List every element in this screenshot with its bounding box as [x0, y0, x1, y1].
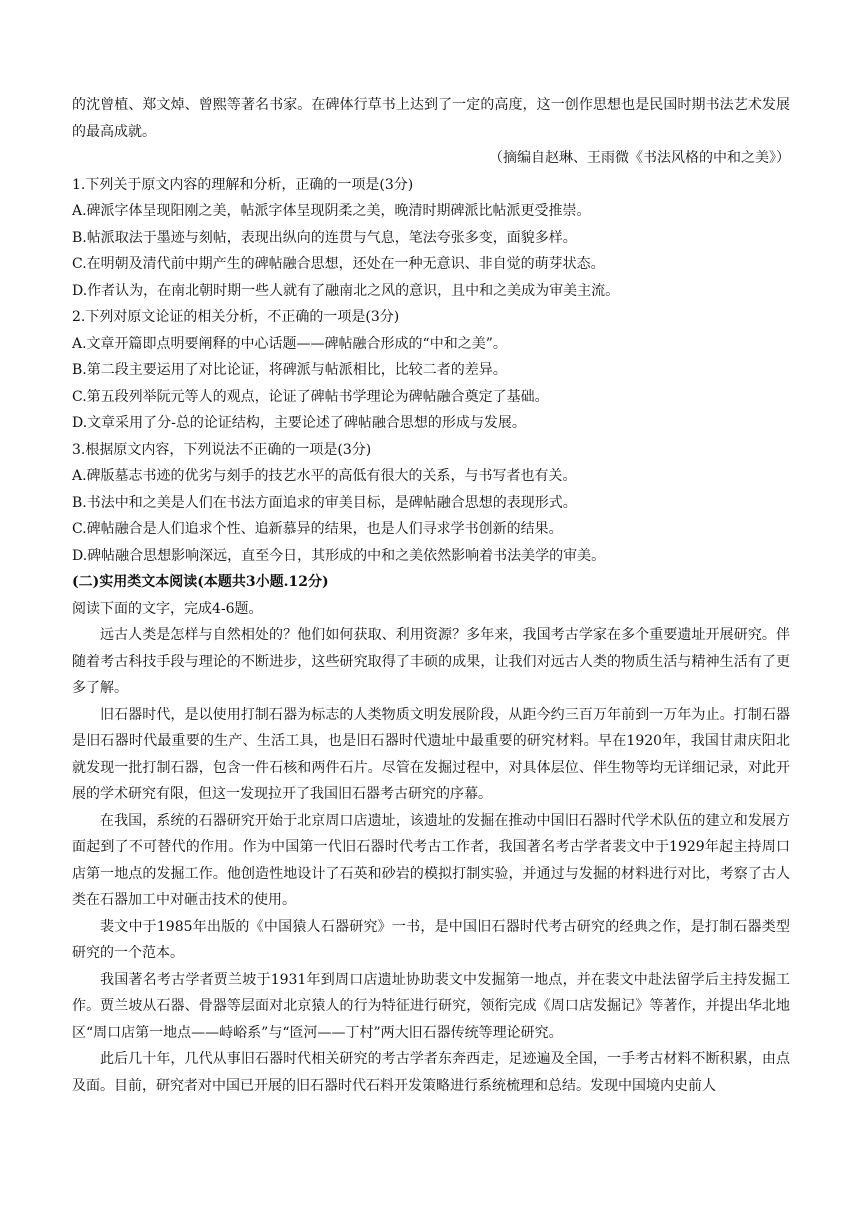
passage-source: （摘编自赵琳、王雨微《书法风格的中和之美》）: [489, 150, 790, 166]
section-title: (二)实用类文本阅读(本题共3小题.12分): [72, 574, 329, 590]
article-paragraph: 远古人类是怎样与自然相处的？他们如何获取、利用资源？多年来，我国考古学家在多个重要遗址开展研究。伴随着考古科技手段与理论的不断进步，这些研究取得了丰硕的成果，让我们对远古人类的物质生活与精神生活有了更多了解。: [72, 627, 790, 696]
article-paragraph: 旧石器时代，是以使用打制石器为标志的人类物质文明发展阶段，从距今约三百万年前到一万年为止。打制石器是旧石器时代最重要的生产、生活工具，也是旧石器时代遗址中最重要的研究材料。早在1920年，我国甘肃庆阳北就发现一批打制石器，包含一件石核和两件石片。尽管在发掘过程中，对具体层位、伴生物等均无详细记录，对此开展的学术研究有限，但这一发现拉开了我国旧石器考古研究的序幕。: [72, 706, 790, 802]
question-stem: 1.下列关于原文内容的理解和分析，正确的一项是(3分): [72, 176, 414, 193]
option-d: D.作者认为，在南北朝时期一些人就有了融南北之风的意识，且中和之美成为审美主流。: [72, 282, 620, 299]
option-c: C.第五段列举阮元等人的观点，论证了碑帖书学理论为碑帖融合奠定了基础。: [72, 388, 549, 405]
article-paragraph: 我国著名考古学者贾兰坡于1931年到周口店遗址协助裴文中发掘第一地点，并在裴文中赴法留学后主持发掘工作。贾兰坡从石器、骨器等层面对北京猿人的行为特征进行研究，领衔完成《周口店发掘记》等著作，并提出华北地区“周口店第一地点——峙峪系”与“匼河——丁村”两大旧石器传统等理论研究。: [72, 971, 790, 1041]
article-paragraph: 裴文中于1985年出版的《中国猿人石器研究》一书，是中国旧石器时代考古研究的经典之作，是打制石器类型研究的一个范本。: [72, 918, 790, 961]
question-2: [72, 304, 790, 437]
question-1: [72, 172, 790, 305]
option-a: A.文章开篇即点明要阐释的中心话题——碑帖融合形成的“中和之美”。: [72, 335, 507, 352]
option-a: A.碑派字体呈现阳刚之美，帖派字体呈现阴柔之美，晚清时期碑派比帖派更受推崇。: [72, 203, 591, 219]
option-d: D.碑帖融合思想影响深远，直至今日，其形成的中和之美依然影响着书法美学的审美。: [72, 547, 606, 564]
option-c: C.碑帖融合是人们追求个性、追新慕异的结果，也是人们寻求学书创新的结果。: [72, 521, 563, 537]
option-d: D.文章采用了分-总的论证结构，主要论述了碑帖融合思想的形成与发展。: [72, 415, 526, 431]
option-b: B.书法中和之美是人们在书法方面追求的审美目标，是碑帖融合思想的表现形式。: [72, 494, 577, 511]
question-stem: 3.根据原文内容，下列说法不正确的一项是(3分): [72, 441, 372, 458]
question-stem: 2.下列对原文论证的相关分析，不正确的一项是(3分): [72, 309, 400, 325]
option-b: B.帖派取法于墨迹与刻帖，表现出纵向的连贯与气息，笔法夸张多变，面貌多样。: [72, 229, 577, 246]
option-c: C.在明朝及清代前中期产生的碑帖融合思想，还处在一种无意识、非自觉的萌芽状态。: [72, 256, 605, 272]
question-3: [72, 437, 790, 570]
section-instruction: 阅读下面的文字，完成4-6题。: [72, 600, 263, 617]
article-paragraph: 在我国，系统的石器研究开始于北京周口店遗址，该遗址的发掘在推动中国旧石器时代学术队伍的建立和发展方面起到了不可替代的作用。作为中国第一代旧石器时代考古工作者，我国著名考古学者裴文中于1929年起主持周口店第一地点的发掘工作。他创造性地设计了石英和砂岩的模拟打制实验，并通过与发掘的材料进行对比，考察了古人类在石器加工中对砸击技术的使用。: [72, 812, 790, 908]
document-page: [72, 92, 790, 1099]
passage-end-text: 的沈曾植、郑文焯、曾熙等著名书家。在碑体行草书上达到了一定的高度，这一创作思想也是民国时期书法艺术发展的最高成就。: [72, 97, 790, 140]
option-a: A.碑版墓志书迹的优劣与刻手的技艺水平的高低有很大的关系，与书写者也有关。: [72, 468, 577, 484]
article-paragraph: 此后几十年，几代从事旧石器时代相关研究的考古学者东奔西走，足迹遍及全国，一手考古材料不断积累，由点及面。目前，研究者对中国已开展的旧石器时代石料开发策略进行系统梳理和总结。发现中国境内史前人: [72, 1051, 790, 1094]
option-b: B.第二段主要运用了对比论证，将碑派与帖派相比，比较二者的差异。: [72, 362, 507, 378]
